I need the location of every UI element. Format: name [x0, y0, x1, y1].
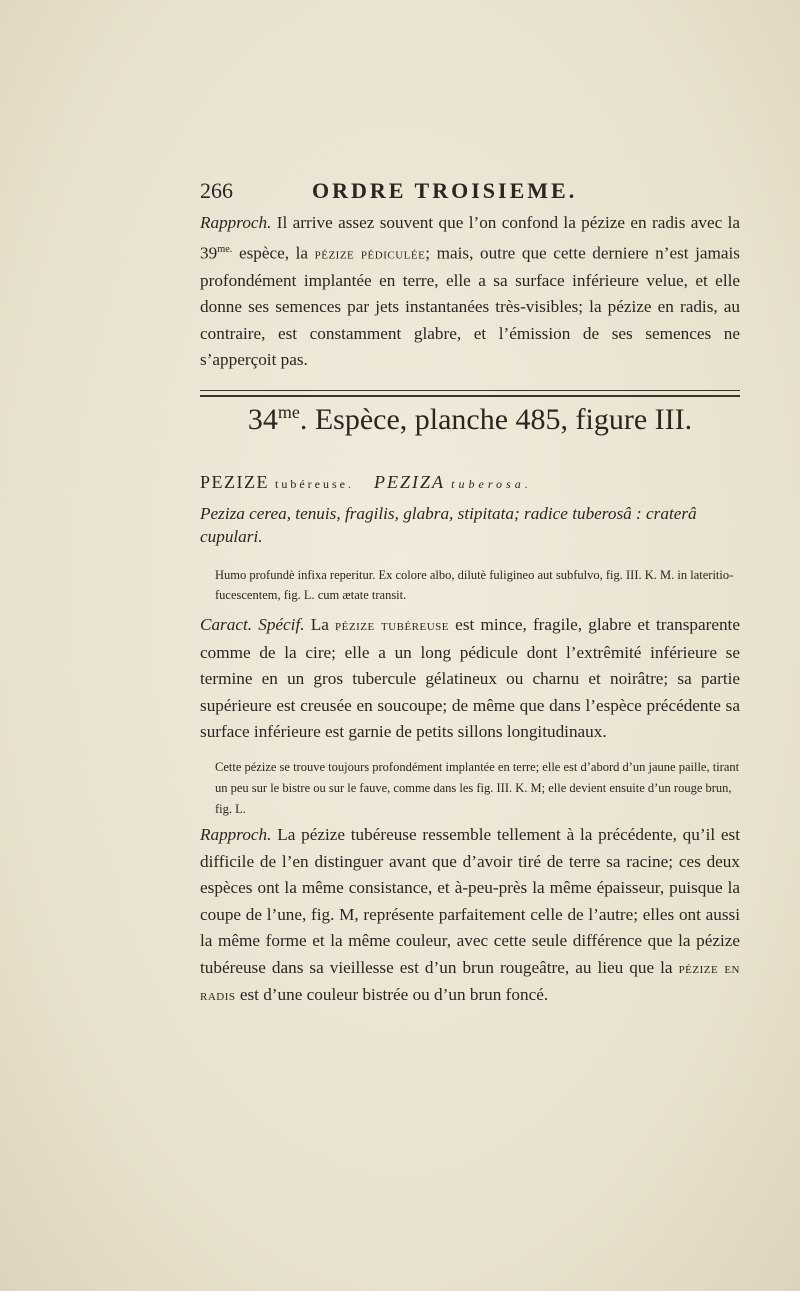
- running-title: ORDRE TROISIEME.: [312, 178, 578, 203]
- paragraph-lead: Rapproch.: [200, 213, 272, 232]
- paragraph-text: est mince, fragile, glabre et transparente comme de la cire; elle a un long pédicule dont l’extrêmité inférieure se termine en un gros tubercule gélatineux ou charnu et noirâtre; sa partie supérieure est creusée en soucoupe; de même que dans l’espèce précédente sa surface inférieure est garnie de petits sillons longitudinaux.: [200, 615, 740, 741]
- species-heading-text: . Espèce, planche 485, figure III.: [299, 403, 693, 436]
- page-number: 266: [200, 178, 233, 203]
- small-caps-name: pézize tubéreuse: [335, 617, 449, 634]
- french-name-rest: EZIZE: [211, 472, 269, 492]
- latin-name-genus: PEZIZA: [373, 472, 445, 492]
- latin-name-epithet: tuberosa.: [451, 477, 532, 491]
- species-number: 34: [247, 403, 278, 436]
- latin-description: Peziza cerea, tenuis, fragilis, glabra, stipitata; radice tuberosâ : craterâ cupulari.: [200, 504, 697, 546]
- paragraph-lead: Caract. Spécif.: [200, 615, 305, 634]
- french-name-epithet: tubéreuse.: [275, 477, 354, 491]
- latin-name: [374, 472, 532, 492]
- paragraph-text: La pézize tubéreuse ressemble tellement à la précédente, qu’il est difficile de l’en distinguer avant que d’avoir tiré de terre sa racine; ces deux espèces ont la même consistance, et à-peu-près la même épaisseur, puisque la coupe de l’une, fig. M, représente parfaitement celle de l’autre; elles ont aussi la même forme et la même couleur, avec cette seule différence que la pézize tubéreuse dans sa vieillesse est d’un brun rougeâtre, au lieu que la: [200, 825, 740, 977]
- french-name-initial: P: [200, 472, 212, 492]
- paragraph-caracteres: [200, 612, 740, 746]
- species-superscript: me: [277, 402, 300, 422]
- species-heading: [200, 402, 740, 437]
- divider-thin: [200, 390, 740, 391]
- small-caps-name: pézize en radis: [200, 959, 740, 1004]
- paragraph-text: est d’une couleur bistrée ou d’un brun foncé.: [235, 985, 549, 1004]
- habitat-note: Cette pézize se trouve toujours profondément implantée en terre; elle est d’abord d’un jaune paille, tirant un peu sur le bistre ou sur le fauve, comme dans les fig. III. K. M; elle devient ensuite d’un rouge brun, fig. L.: [215, 760, 740, 816]
- small-caps-name: pézize pédiculée: [314, 245, 426, 263]
- divider-thick: [200, 395, 740, 397]
- species-names: [200, 472, 740, 493]
- latin-note: Humo profundè infixa reperitur. Ex colore albo, dilutè fuligineo aut subfulvo, fig. III. K. M. in lateritio-fucescentem, fig. L. cum ætate transit.: [215, 568, 734, 602]
- paragraph-text: La: [304, 615, 336, 634]
- paragraph-lead: Rapproch.: [200, 825, 272, 844]
- french-name: [200, 472, 354, 492]
- paragraph-rapprochement-1: [200, 210, 740, 374]
- superscript: me.: [217, 243, 233, 255]
- paragraph-text: espèce, la: [232, 243, 315, 263]
- paragraph-rapprochement-2: [200, 822, 740, 1010]
- paragraph-text: ; mais, outre que cette derniere n’est jamais profondément implantée en terre, elle a sa surface inférieure velue, et elle donne ses semences par jets instantanées très-visibles; la pézize en radis, au contraire, est constamment glabre, et l’émission de ses semences ne s’apperçoit pas.: [200, 243, 740, 370]
- paragraph-text: Il arrive assez souvent que l’on confond la pézize en radis avec la 39: [200, 213, 740, 263]
